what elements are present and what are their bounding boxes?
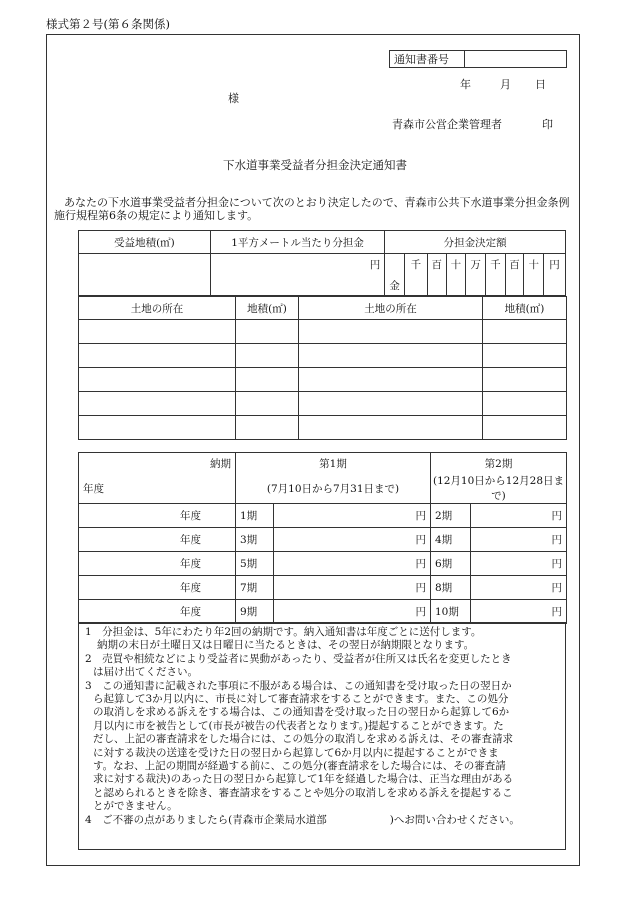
digit-unit[interactable]: 百 — [505, 254, 524, 296]
document-title: 下水道事業受益者分担金決定通知書 — [223, 158, 407, 172]
fiscal-year-cell[interactable]: 年度 — [79, 576, 236, 600]
land-cell[interactable] — [236, 320, 299, 344]
amount-cell[interactable]: 円 — [471, 600, 567, 624]
amount-cell[interactable]: 円 — [274, 528, 431, 552]
period-number: 9期 — [236, 600, 274, 624]
digit-unit[interactable]: 十 — [524, 254, 544, 296]
land-table — [78, 296, 567, 440]
kin-label: 金 — [385, 254, 405, 296]
note-3-cont: す。なお、上記の期間が経過する前に、この処分(審査請求をした場合には、その審査請 — [93, 760, 506, 773]
note-1-detail: 納期の末日が土曜日又は日曜日に当たるときは、その翌日が納期限となります。 — [97, 639, 475, 652]
date-day: 日 — [535, 78, 546, 91]
table-row — [79, 528, 567, 552]
amount-cell[interactable]: 円 — [471, 528, 567, 552]
table-row — [79, 576, 567, 600]
period-number: 10期 — [431, 600, 471, 624]
area-header: 受益地積(㎡) — [79, 231, 211, 254]
payment-schedule-table — [78, 452, 567, 624]
fiscal-year-cell[interactable]: 年度 — [79, 600, 236, 624]
land-area-header: 地積(㎡) — [483, 297, 567, 320]
notice-number-field[interactable] — [465, 51, 566, 67]
land-cell[interactable] — [79, 416, 236, 440]
seal-mark: 印 — [542, 118, 553, 131]
note-3-cont: と認められるときを除き、審査請求をすることや処分の取消しを求める訴えを提起するこ — [93, 786, 513, 799]
period-number: 7期 — [236, 576, 274, 600]
addressee-suffix: 様 — [228, 92, 239, 105]
land-cell[interactable] — [483, 344, 567, 368]
table-row — [79, 392, 567, 416]
amount-cell[interactable]: 円 — [471, 552, 567, 576]
per-sqm-yen[interactable]: 円 — [210, 254, 384, 296]
amount-cell[interactable]: 円 — [274, 504, 431, 528]
land-cell[interactable] — [483, 392, 567, 416]
amount-cell[interactable]: 円 — [274, 576, 431, 600]
amount-table — [78, 230, 566, 296]
note-3-cont: の取消しを求める訴えをする場合は、この通知書を受け取った日の翌日から起算して6か — [93, 706, 510, 719]
land-cell[interactable] — [236, 344, 299, 368]
land-cell[interactable] — [79, 392, 236, 416]
land-cell[interactable] — [483, 416, 567, 440]
land-cell[interactable] — [299, 320, 483, 344]
fiscal-year-cell[interactable]: 年度 — [79, 528, 236, 552]
land-cell[interactable] — [483, 368, 567, 392]
period-number: 3期 — [236, 528, 274, 552]
second-period-header: 第2期 — [431, 453, 567, 474]
land-cell[interactable] — [236, 392, 299, 416]
intro-paragraph: あなたの下水道事業受益者分担金について次のとおり決定したので、青森市公共下水道事業分担金条例施行規程第6条の規定により通知します。 — [54, 196, 570, 222]
period-label: 納期 — [79, 453, 236, 474]
note-3: 3 この通知書に記載された事項に不服がある場合は、この通知書を受け取った日の翌日か — [85, 679, 512, 692]
period-number: 2期 — [431, 504, 471, 528]
period-number: 4期 — [431, 528, 471, 552]
note-2-cont: は届け出てください。 — [93, 666, 198, 679]
note-3-cont: 求に対する裁決)のあった日の翌日から起算して1年を経過した場合は、正当な理由がある — [93, 773, 514, 786]
note-3-cont: ら起算して3か月以内に、市長に対して審査請求をすることができます。また、この処分 — [93, 693, 509, 706]
land-cell[interactable] — [79, 368, 236, 392]
table-row — [79, 320, 567, 344]
year-label: 年度 — [79, 473, 236, 504]
amount-cell[interactable]: 円 — [471, 504, 567, 528]
table-row — [79, 416, 567, 440]
land-cell[interactable] — [299, 416, 483, 440]
digit-unit[interactable]: 千 — [405, 254, 428, 296]
first-period-header: 第1期 — [236, 453, 431, 474]
note-3-cont: 月以内に市を被告として(市長が被告の代表者となります。)提起することができます。た — [93, 719, 504, 732]
digit-unit[interactable]: 千 — [485, 254, 505, 296]
land-cell[interactable] — [299, 392, 483, 416]
per-sqm-header: 1平方メートル当たり分担金 — [210, 231, 384, 254]
table-row — [79, 368, 567, 392]
period-number: 6期 — [431, 552, 471, 576]
decided-amount-header: 分担金決定額 — [385, 231, 566, 254]
notice-number-box — [389, 50, 567, 68]
period-number: 8期 — [431, 576, 471, 600]
note-1: 1 分担金は、5年にわたり年2回の納期です。納入通知書は年度ごとに送付します。 — [85, 626, 482, 638]
table-row — [79, 504, 567, 528]
issuer: 青森市公営企業管理者 — [392, 118, 502, 131]
table-row — [79, 344, 567, 368]
table-row — [79, 600, 567, 624]
period-number: 1期 — [236, 504, 274, 528]
land-cell[interactable] — [236, 368, 299, 392]
note-3-cont: だし、上記の審査請求をした場合には、この処分の取消しを求める訴えは、その審査請求 — [93, 733, 513, 746]
notes-box — [78, 622, 566, 850]
fiscal-year-cell[interactable]: 年度 — [79, 552, 236, 576]
land-location-header: 土地の所在 — [299, 297, 483, 320]
land-area-header: 地積(㎡) — [236, 297, 299, 320]
note-4: 4 ご不審の点がありましたら(青森市企業局水道部 )へお問い合わせください。 — [85, 813, 520, 826]
land-cell[interactable] — [79, 344, 236, 368]
period-number: 5期 — [236, 552, 274, 576]
note-3-cont: とができません。 — [93, 800, 178, 813]
first-period-dates: (7月10日から7月31日まで) — [236, 473, 431, 504]
amount-cell[interactable]: 円 — [471, 576, 567, 600]
amount-cell[interactable]: 円 — [274, 600, 431, 624]
note-2: 2 売買や相続などにより受益者に異動があったり、受益者が住所又は氏名を変更したとき — [85, 652, 512, 665]
date-month: 月 — [500, 78, 511, 91]
digit-unit[interactable]: 万 — [466, 254, 486, 296]
form-number: 様式第２号(第６条関係) — [46, 17, 170, 31]
table-row — [79, 552, 567, 576]
land-cell[interactable] — [299, 344, 483, 368]
digit-unit[interactable]: 円 — [544, 254, 566, 296]
land-location-header: 土地の所在 — [79, 297, 236, 320]
date-year: 年 — [460, 78, 471, 91]
second-period-dates: (12月10日から12月28日まで) — [431, 473, 567, 504]
digit-unit[interactable]: 十 — [446, 254, 466, 296]
land-cell[interactable] — [79, 320, 236, 344]
amount-cell[interactable]: 円 — [274, 552, 431, 576]
land-cell[interactable] — [299, 368, 483, 392]
area-value-cell[interactable] — [79, 254, 211, 296]
note-3-cont: に対する裁決の送達を受けた日の翌日から起算して6か月以内に提起することができま — [93, 746, 499, 759]
fiscal-year-cell[interactable]: 年度 — [79, 504, 236, 528]
land-cell[interactable] — [236, 416, 299, 440]
land-cell[interactable] — [483, 320, 567, 344]
digit-unit[interactable]: 百 — [427, 254, 446, 296]
notice-number-label: 通知書番号 — [390, 51, 465, 67]
